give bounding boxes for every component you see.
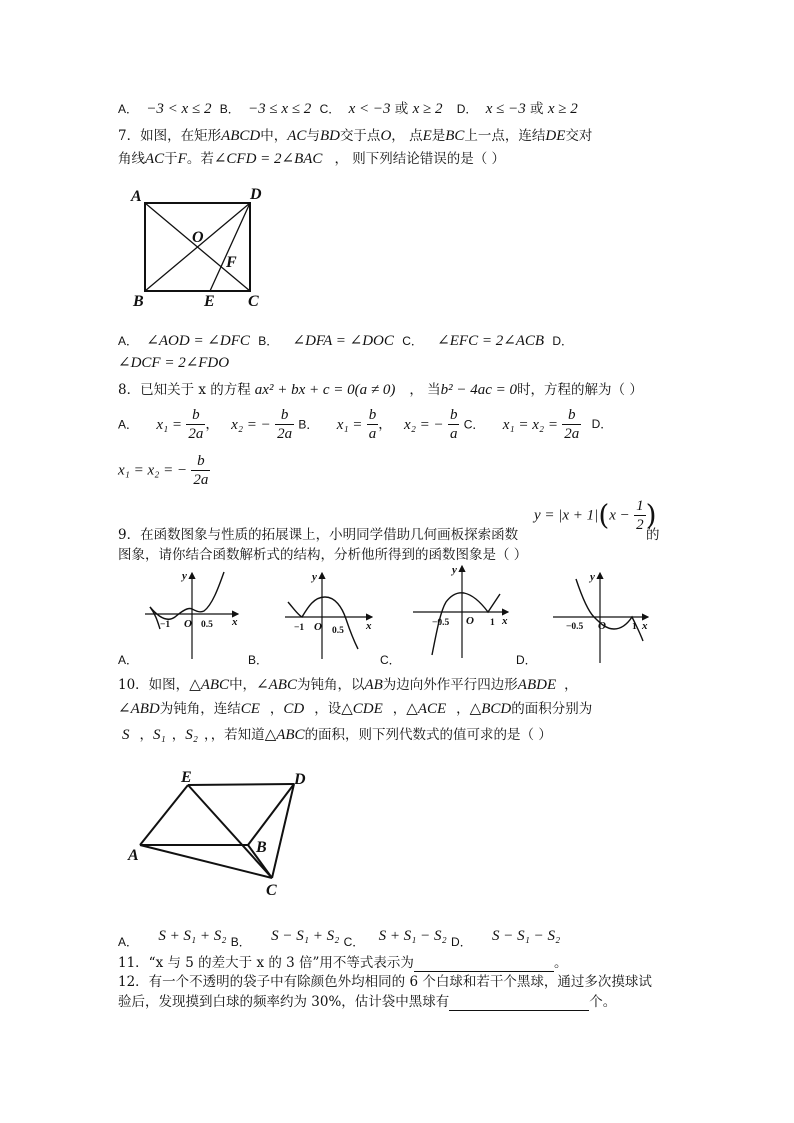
svg-text:y: y <box>312 571 317 583</box>
q10-line1: 10．如图，△ABC中，∠ABC为钝角，以AB为边向外作平行四边形ABDE ， <box>118 677 578 693</box>
q7-figure <box>128 185 268 310</box>
segment-ae <box>140 785 188 845</box>
q9-line1-end: 的 <box>646 527 660 543</box>
label-d: D <box>250 186 262 203</box>
q12-line2: 验后，发现摸到白球的频率约为 30%，估计袋中黑球有 个。 <box>118 994 617 1010</box>
q9-graph-a <box>140 567 250 662</box>
svg-text:0.5: 0.5 <box>201 620 213 630</box>
svg-text:−0.5: −0.5 <box>566 622 584 632</box>
q8-options-line1: A． x₁ = $\frac{b}{2a}$ ， x₂ = − $\frac{b}{2a}$ B． x₁ = $\frac{b}{a}$ ， x₂ = − $\frac{b}{a}$ C． x₁ = x₂ = $\frac{b}{2a}$ D． <box>118 407 613 442</box>
svg-text:y: y <box>182 570 187 582</box>
q7-options-line1: A． ∠AOD = ∠DFC B． ∠DFA = ∠DOC C． ∠EFC = 2∠ACB D． <box>118 333 574 349</box>
answer-blank[interactable] <box>449 994 589 1011</box>
svg-text:x: x <box>232 616 238 628</box>
svg-text:O: O <box>466 615 474 627</box>
svg-text:y: y <box>590 571 595 583</box>
q10-line3: S ，S₁ ，S₂ ，，若知道△ABC的面积，则下列代数式的值可求的是（ ） <box>122 727 552 743</box>
svg-text:−1: −1 <box>294 623 305 633</box>
svg-text:x: x <box>366 620 372 632</box>
svg-text:x: x <box>642 620 648 632</box>
svg-text:1: 1 <box>632 622 637 632</box>
svg-text:A: A <box>128 847 139 864</box>
svg-text:−1: −1 <box>160 620 171 630</box>
svg-text:C: C <box>266 882 277 899</box>
q6-options: A． −3 < x ≤ 2 B． −3 ≤ x ≤ 2 C． x < −3 或 x ≥ 2 D． x ≤ −3 或 x ≥ 2 <box>118 101 578 117</box>
svg-text:1: 1 <box>490 618 495 628</box>
svg-text:O: O <box>314 621 322 633</box>
q7-line1: 7．如图，在矩形ABCD中，AC与BD交于点O， 点E是BC上一点，连结DE交对 <box>118 128 593 144</box>
q10-line2: ∠ABD为钝角，连结CE ，CD ，设△CDE ，△ACE ，△BCD的面积分别为 <box>118 701 593 717</box>
label-f: F <box>226 254 237 271</box>
svg-text:O: O <box>598 620 606 632</box>
segment-de <box>210 203 250 291</box>
svg-text:0.5: 0.5 <box>332 626 344 636</box>
q9-function: y = |x + 1|(x − $\frac{1}{2}$ ) <box>534 498 657 533</box>
q12-line1: 12．有一个不透明的袋子中有除颜色外均相同的 6 个白球和若干个黑球，通过多次摸球试 <box>118 974 652 990</box>
q9-line1: 9．在函数图象与性质的拓展课上，小明同学借助几何画板探索函数 <box>118 527 519 543</box>
svg-text:B: B <box>256 839 267 856</box>
q9-graph-c <box>408 560 518 662</box>
svg-text:−0.5: −0.5 <box>432 618 450 628</box>
svg-text:D: D <box>294 771 306 788</box>
answer-blank[interactable] <box>414 955 554 972</box>
curve <box>150 572 224 619</box>
q10-options: A． S + S₁ + S₂ B． S − S₁ + S₂ C． S + S₁ − S₂ D． S − S₁ − S₂ <box>118 928 561 949</box>
svg-text:x: x <box>502 615 508 627</box>
q10-figure <box>126 770 326 900</box>
label-c: C <box>248 293 259 310</box>
svg-text:E: E <box>181 770 192 786</box>
q7-line2: 角线AC于F。若∠CFD = 2∠BAC ， 则下列结论错误的是（ ） <box>118 151 506 167</box>
svg-text:y: y <box>452 564 457 576</box>
q9-line2: 图象，请你结合函数解析式的结构，分析他所得到的函数图象是（ ） <box>118 547 528 563</box>
label-e: E <box>204 293 215 310</box>
q11: 11．“x 与 5 的差大于 x 的 3 倍”用不等式表示为 。 <box>118 955 568 971</box>
label-o: O <box>192 229 204 246</box>
q8-stem: 8．已知关于 x 的方程 ax² + bx + c = 0(a ≠ 0) ， 当b² − 4ac = 0时，方程的解为（ ） <box>118 382 643 398</box>
q9-graph-b <box>280 567 380 662</box>
q8-option-d: x₁ = x₂ = − $\frac{b}{2a}$ <box>118 453 209 488</box>
segment-ed <box>188 784 294 785</box>
svg-text:O: O <box>184 618 192 630</box>
label-b: B <box>133 293 144 310</box>
q9-graph-d <box>548 567 658 667</box>
label-a: A <box>131 188 142 205</box>
q7-option-d: ∠DCF = 2∠FDO <box>118 355 230 371</box>
